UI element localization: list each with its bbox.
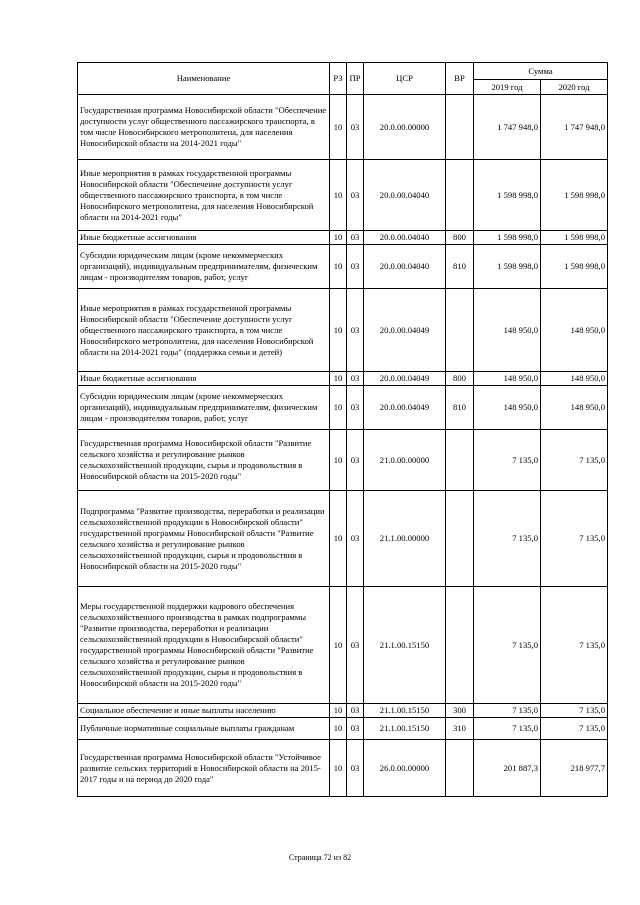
row-csr: 21.1.00.15150 xyxy=(364,718,446,740)
row-rz: 10 xyxy=(330,95,347,160)
row-sum-2020: 7 135,0 xyxy=(541,491,608,587)
row-sum-2019: 7 135,0 xyxy=(474,704,541,718)
row-csr: 20.0.00.04049 xyxy=(364,372,446,386)
row-csr: 21.1.00.00000 xyxy=(364,491,446,587)
row-pr: 03 xyxy=(347,95,364,160)
row-sum-2020: 148 950,0 xyxy=(541,386,608,430)
row-csr: 20.0.00.04049 xyxy=(364,386,446,430)
header-name: Наименование xyxy=(78,63,330,95)
row-sum-2019: 201 887,3 xyxy=(474,740,541,797)
row-name: Меры государственной поддержки кадрового обеспечения сельскохозяйственного производства в рамках подпрограммы "Развитие производства, переработки и реализации сельскохозяйственной продукции в Новосибирской области" государственной программы Новосибирской области "Развитие сельского хозяйства и регулирование рынков сельскохозяйственной продукции, сырья и продовольствия в Новосибирской области на 2015-2020 годы" xyxy=(78,587,330,704)
row-rz: 10 xyxy=(330,587,347,704)
row-rz: 10 xyxy=(330,740,347,797)
row-rz: 10 xyxy=(330,245,347,289)
row-pr: 03 xyxy=(347,740,364,797)
row-rz: 10 xyxy=(330,372,347,386)
budget-table xyxy=(77,62,608,797)
row-rz: 10 xyxy=(330,231,347,245)
row-name: Публичные нормативные социальные выплаты гражданам xyxy=(78,718,330,740)
row-sum-2020: 1 747 948,0 xyxy=(541,95,608,160)
header-csr: ЦСР xyxy=(364,63,446,95)
row-name: Государственная программа Новосибирской области "Развитие сельского хозяйства и регулирование рынков сельскохозяйственной продукции, сырья и продовольствия в Новосибирской области на 2015-2020 годы" xyxy=(78,430,330,491)
row-name: Подпрограмма "Развитие производства, переработки и реализации сельскохозяйственной продукции в Новосибирской области" государственной программы Новосибирской области "Развитие сельского хозяйства и регулирование рынков сельскохозяйственной продукции, сырья и продовольствия в Новосибирской области на 2015-2020 годы" xyxy=(78,491,330,587)
row-sum-2019: 1 598 998,0 xyxy=(474,160,541,231)
row-rz: 10 xyxy=(330,718,347,740)
table-row xyxy=(78,491,608,587)
row-vr xyxy=(446,430,474,491)
row-csr: 20.0.00.04040 xyxy=(364,231,446,245)
row-sum-2019: 148 950,0 xyxy=(474,386,541,430)
table-row xyxy=(78,718,608,740)
row-sum-2019: 1 598 998,0 xyxy=(474,245,541,289)
row-pr: 03 xyxy=(347,372,364,386)
row-sum-2019: 1 598 998,0 xyxy=(474,231,541,245)
row-sum-2020: 7 135,0 xyxy=(541,704,608,718)
row-rz: 10 xyxy=(330,386,347,430)
row-pr: 03 xyxy=(347,704,364,718)
row-sum-2020: 218 977,7 xyxy=(541,740,608,797)
row-name: Социальное обеспечение и иные выплаты населению xyxy=(78,704,330,718)
row-sum-2019: 1 747 948,0 xyxy=(474,95,541,160)
row-sum-2019: 7 135,0 xyxy=(474,587,541,704)
row-pr: 03 xyxy=(347,587,364,704)
table-row xyxy=(78,740,608,797)
row-vr xyxy=(446,289,474,372)
table-row xyxy=(78,160,608,231)
row-vr xyxy=(446,160,474,231)
row-csr: 20.0.00.00000 xyxy=(364,95,446,160)
row-pr: 03 xyxy=(347,289,364,372)
row-vr: 300 xyxy=(446,704,474,718)
row-sum-2020: 1 598 998,0 xyxy=(541,231,608,245)
row-pr: 03 xyxy=(347,231,364,245)
row-rz: 10 xyxy=(330,160,347,231)
row-sum-2020: 1 598 998,0 xyxy=(541,160,608,231)
row-csr: 21.1.00.15150 xyxy=(364,587,446,704)
page-footer: Страница 72 из 82 xyxy=(288,853,352,862)
table-row xyxy=(78,372,608,386)
row-vr: 800 xyxy=(446,372,474,386)
header-rz: РЗ xyxy=(330,63,347,95)
row-sum-2019: 7 135,0 xyxy=(474,718,541,740)
row-pr: 03 xyxy=(347,491,364,587)
table-row xyxy=(78,704,608,718)
row-name: Субсидии юридическим лицам (кроме некоммерческих организаций), индивидуальным предпринимателям, физическим лицам - производителям товаров, работ, услуг xyxy=(78,245,330,289)
header-sum: Сумма xyxy=(474,63,608,80)
header-vr: ВР xyxy=(446,63,474,95)
row-sum-2020: 148 950,0 xyxy=(541,372,608,386)
row-rz: 10 xyxy=(330,491,347,587)
row-vr: 810 xyxy=(446,245,474,289)
row-vr xyxy=(446,95,474,160)
row-sum-2019: 148 950,0 xyxy=(474,372,541,386)
row-name: Иные бюджетные ассигнования xyxy=(78,372,330,386)
row-csr: 20.0.00.04040 xyxy=(364,245,446,289)
row-sum-2020: 7 135,0 xyxy=(541,718,608,740)
row-rz: 10 xyxy=(330,289,347,372)
table-body xyxy=(78,95,608,797)
row-csr: 26.0.00.00000 xyxy=(364,740,446,797)
row-name: Субсидии юридическим лицам (кроме некоммерческих организаций), индивидуальным предпринимателям, физическим лицам - производителям товаров, работ, услуг xyxy=(78,386,330,430)
row-csr: 20.0.00.04049 xyxy=(364,289,446,372)
table-row xyxy=(78,386,608,430)
row-name: Государственная программа Новосибирской области "Устойчивое развитие сельских территорий в Новосибирской области на 2015-2017 годы и на период до 2020 года" xyxy=(78,740,330,797)
table-row xyxy=(78,231,608,245)
row-vr xyxy=(446,587,474,704)
row-name: Иные мероприятия в рамках государственной программы Новосибирской области "Обеспечение доступности услуг общественного пассажирского транспорта, в том числе Новосибирского метрополитена, для населения Новосибирской области на 2014-2021 годы" xyxy=(78,160,330,231)
row-sum-2019: 7 135,0 xyxy=(474,430,541,491)
table-row xyxy=(78,95,608,160)
row-sum-2020: 7 135,0 xyxy=(541,430,608,491)
row-pr: 03 xyxy=(347,245,364,289)
row-name: Государственная программа Новосибирской области "Обеспечение доступности услуг общественного пассажирского транспорта, в том числе Новосибирского метрополитена, для населения Новосибирской области на 2014-2021 годы" xyxy=(78,95,330,160)
row-sum-2019: 7 135,0 xyxy=(474,491,541,587)
row-csr: 21.0.00.00000 xyxy=(364,430,446,491)
row-pr: 03 xyxy=(347,386,364,430)
row-csr: 21.1.00.15150 xyxy=(364,704,446,718)
header-pr: ПР xyxy=(347,63,364,95)
row-sum-2020: 1 598 998,0 xyxy=(541,245,608,289)
row-name: Иные бюджетные ассигнования xyxy=(78,231,330,245)
row-pr: 03 xyxy=(347,718,364,740)
row-csr: 20.0.00.04040 xyxy=(364,160,446,231)
row-rz: 10 xyxy=(330,704,347,718)
table-row xyxy=(78,289,608,372)
table-row xyxy=(78,587,608,704)
header-2019: 2019 год xyxy=(474,80,541,95)
table-row xyxy=(78,430,608,491)
row-vr: 800 xyxy=(446,231,474,245)
row-sum-2020: 148 950,0 xyxy=(541,289,608,372)
row-pr: 03 xyxy=(347,430,364,491)
row-vr xyxy=(446,491,474,587)
row-sum-2020: 7 135,0 xyxy=(541,587,608,704)
row-pr: 03 xyxy=(347,160,364,231)
table-row xyxy=(78,245,608,289)
row-vr: 810 xyxy=(446,386,474,430)
row-vr xyxy=(446,740,474,797)
row-vr: 310 xyxy=(446,718,474,740)
row-rz: 10 xyxy=(330,430,347,491)
row-sum-2019: 148 950,0 xyxy=(474,289,541,372)
row-name: Иные мероприятия в рамках государственной программы Новосибирской области "Обеспечение доступности услуг общественного пассажирского транспорта, в том числе Новосибирского метрополитена, для населения Новосибирской области на 2014-2021 годы" (поддержка семьи и детей) xyxy=(78,289,330,372)
header-2020: 2020 год xyxy=(541,80,608,95)
